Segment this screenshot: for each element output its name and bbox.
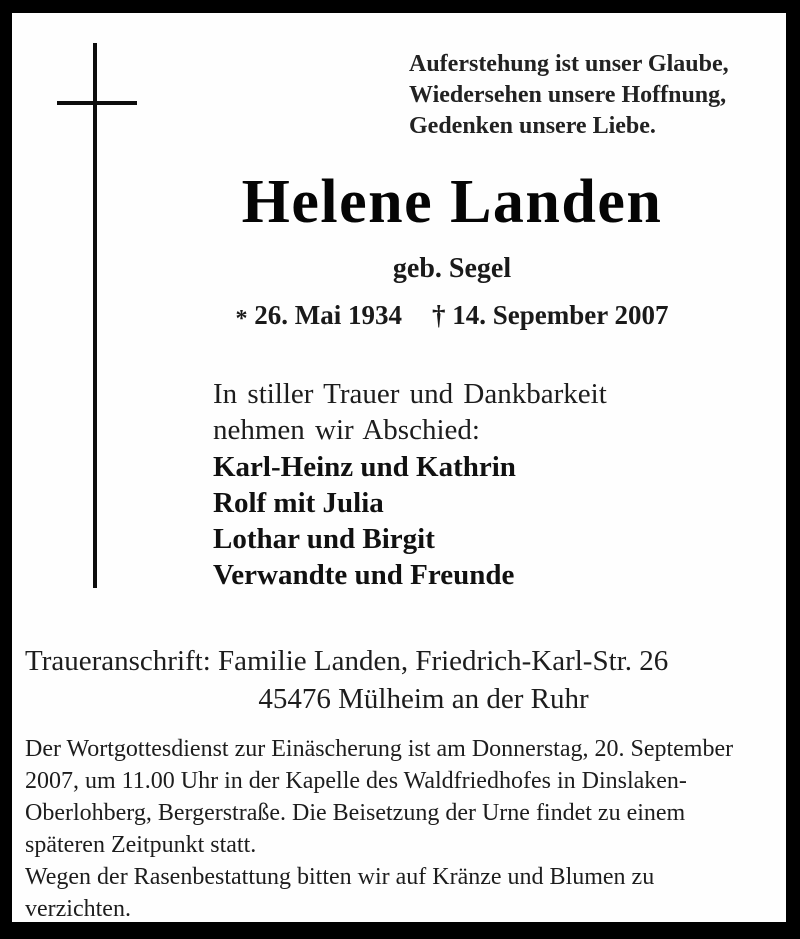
announcement-line: Oberlohberg, Bergerstraße. Die Beisetzung der Urne findet zu einem (25, 800, 686, 826)
announcement-line: späteren Zeitpunkt statt. (25, 832, 257, 858)
mourner-line: Rolf mit Julia (213, 487, 384, 519)
mourner-line: Verwandte und Freunde (213, 559, 515, 591)
verse-line: Gedenken unsere Liebe. (409, 113, 656, 139)
announcement-line: 2007, um 11.00 Uhr in der Kapelle des Waldfriedhofes in Dinslaken- (25, 768, 687, 794)
death-date: 14. Sepember 2007 (452, 300, 669, 330)
deceased-name: Helene Landen (241, 168, 663, 236)
death-date-group (432, 300, 669, 330)
birth-star-icon: * (235, 306, 248, 332)
birth-date-group (236, 300, 403, 330)
cross-vertical-bar (93, 43, 97, 588)
mourning-address (25, 642, 777, 718)
service-announcement (25, 733, 785, 925)
cross-horizontal-bar (57, 101, 137, 105)
farewell-line: In stiller Trauer und Dankbarkeit (213, 378, 607, 410)
death-dagger-icon: † (432, 300, 446, 330)
announcement-line: Wegen der Rasenbestattung bitten wir auf Kränze und Blumen zu (25, 864, 655, 890)
mourner-line: Lothar und Birgit (213, 523, 435, 555)
deceased-block (213, 168, 691, 334)
mourners-list (213, 449, 516, 593)
life-dates (213, 298, 691, 334)
announcement-line: Der Wortgottesdienst zur Einäscherung ist am Donnerstag, 20. September (25, 736, 734, 762)
verse-line: Wiedersehen unsere Hoffnung, (409, 82, 727, 108)
memorial-verse (409, 49, 729, 142)
mourner-line: Karl-Heinz und Kathrin (213, 451, 516, 483)
memorial-cross-icon (57, 43, 137, 588)
obituary-notice (12, 13, 786, 922)
birth-name: geb. Segel (392, 253, 512, 284)
farewell-line: nehmen wir Abschied: (213, 414, 480, 446)
address-line: 45476 Mülheim an der Ruhr (258, 683, 589, 715)
address-line: Traueranschrift: Familie Landen, Friedrich-Karl-Str. 26 (25, 645, 669, 677)
farewell-text (213, 376, 607, 448)
announcement-line: verzichten. (25, 896, 131, 922)
verse-line: Auferstehung ist unser Glaube, (409, 51, 729, 77)
birth-date: 26. Mai 1934 (254, 300, 402, 330)
